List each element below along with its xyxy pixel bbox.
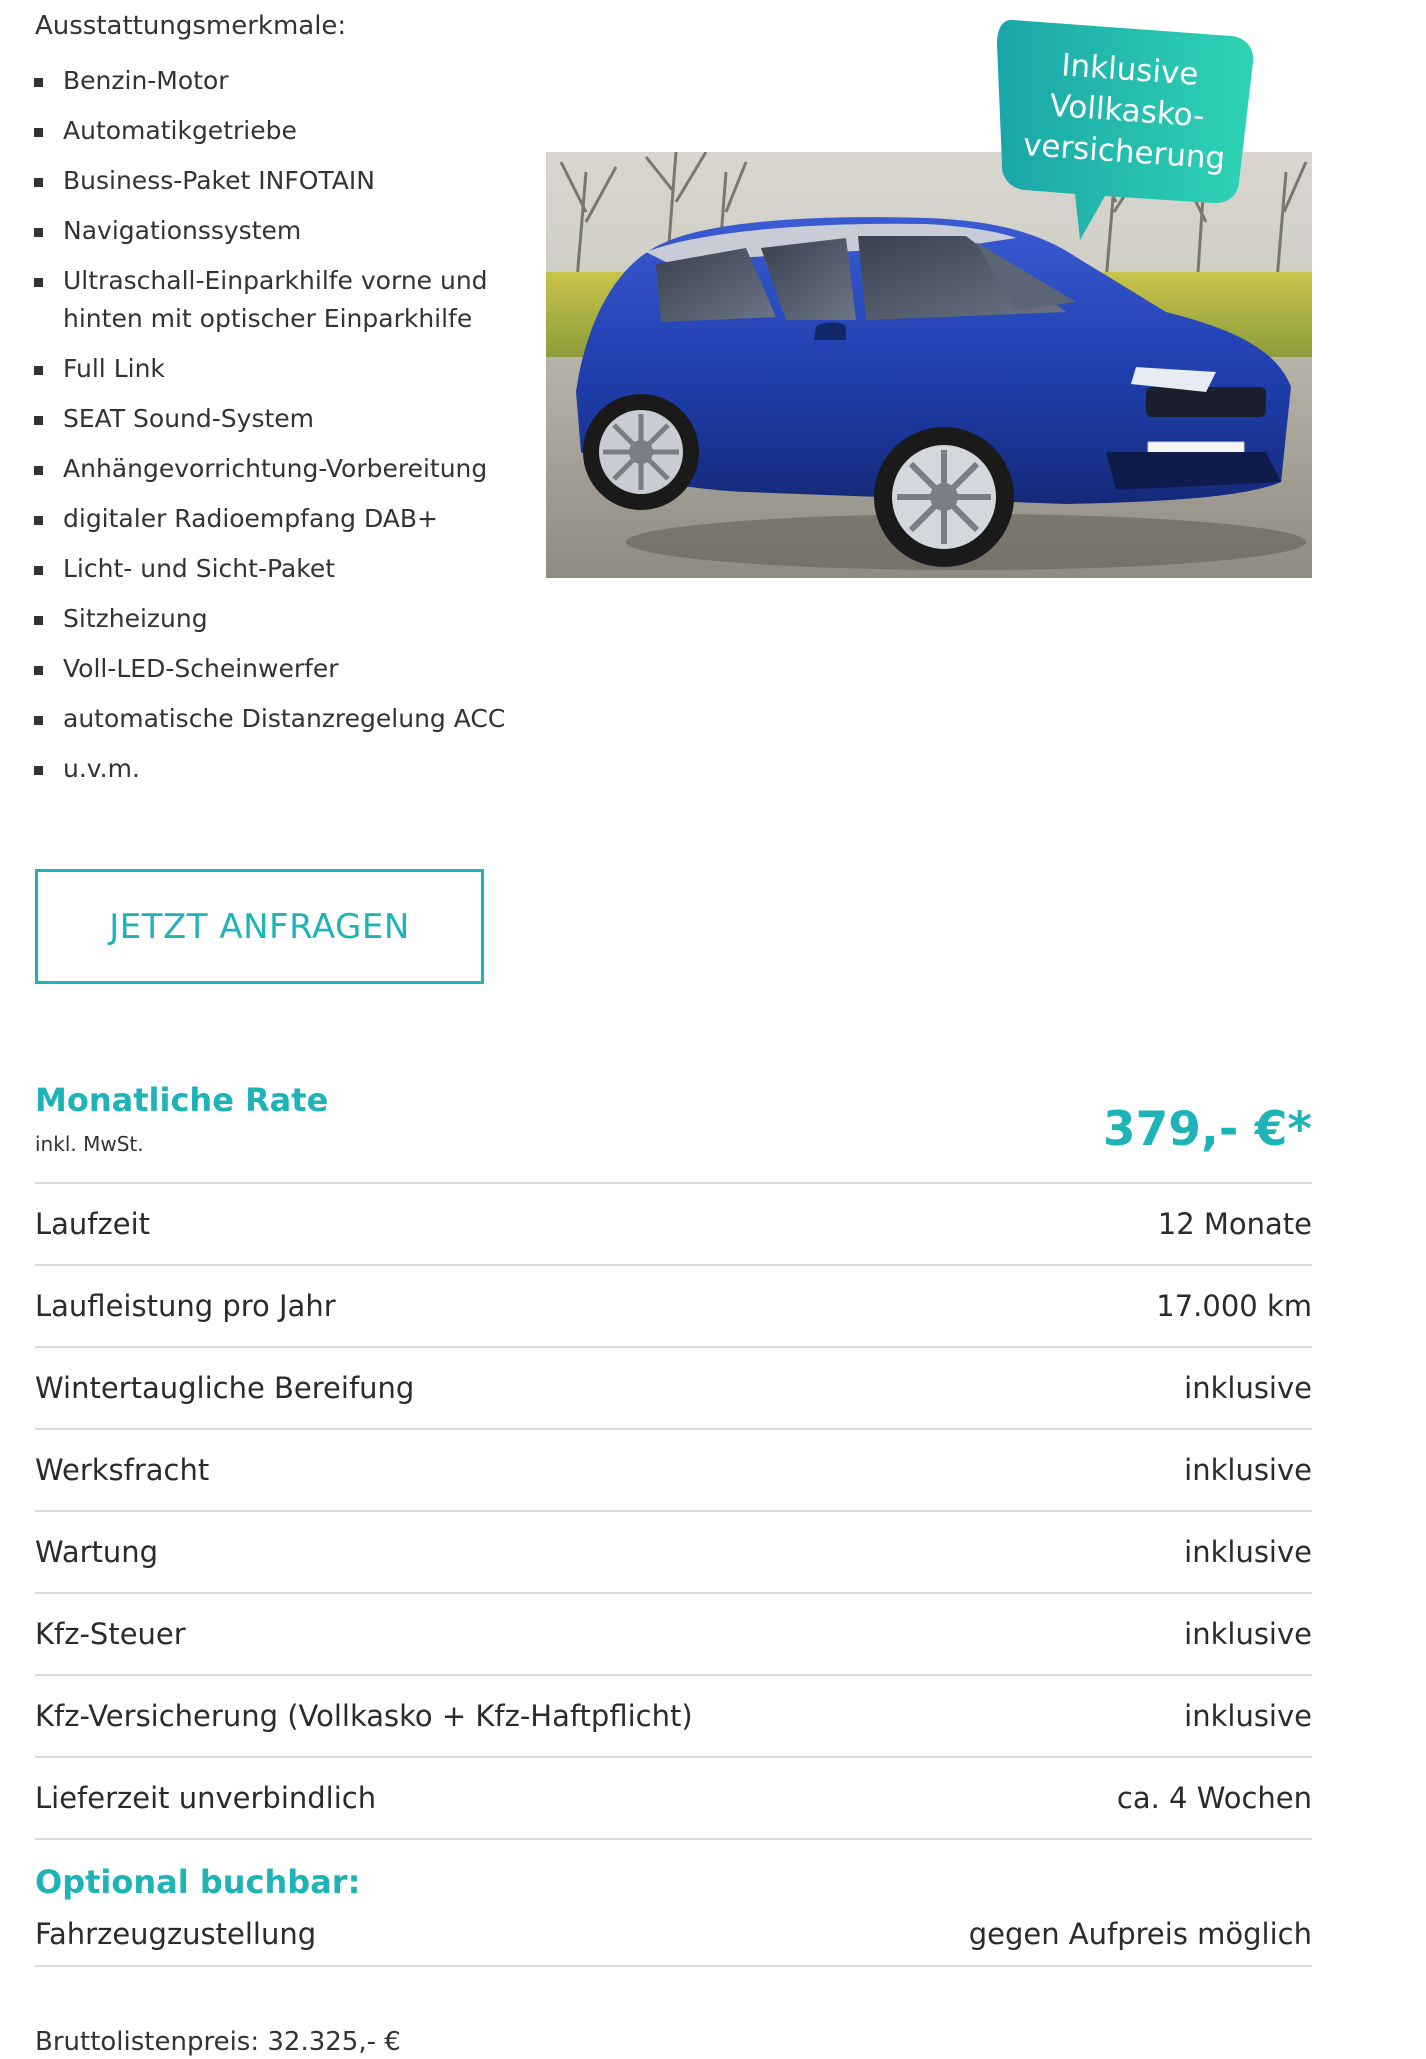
term-value: ca. 4 Wochen — [1116, 1781, 1312, 1815]
monthly-rate-subtitle: inkl. MwSt. — [35, 1132, 144, 1156]
optional-label: Fahrzeugzustellung — [35, 1917, 317, 1951]
terms-table — [35, 1182, 1312, 1842]
term-label: Laufzeit — [35, 1207, 151, 1241]
term-value: 17.000 km — [1156, 1289, 1312, 1323]
term-label: Kfz-Steuer — [35, 1617, 186, 1651]
optional-row — [35, 1904, 1312, 1964]
feature-item: Sitzheizung — [34, 600, 514, 638]
term-value: inklusive — [1184, 1535, 1312, 1569]
features-list — [34, 62, 514, 800]
term-label: Wintertaugliche Bereifung — [35, 1371, 415, 1405]
term-value: 12 Monate — [1157, 1207, 1312, 1241]
term-row — [35, 1182, 1312, 1264]
term-value: inklusive — [1184, 1699, 1312, 1733]
feature-item: Anhängevorrichtung-Vorbereitung — [34, 450, 514, 488]
term-label: Lieferzeit unverbindlich — [35, 1781, 377, 1815]
feature-item: Licht- und Sicht-Paket — [34, 550, 514, 588]
feature-item: Navigationssystem — [34, 212, 514, 250]
optional-value: gegen Aufpreis möglich — [968, 1917, 1312, 1951]
feature-item: Benzin-Motor — [34, 62, 514, 100]
optional-title: Optional buchbar: — [35, 1863, 361, 1901]
term-row — [35, 1428, 1312, 1510]
monthly-rate-title: Monatliche Rate — [35, 1081, 329, 1119]
term-label: Wartung — [35, 1535, 159, 1569]
feature-item: Ultraschall-Einparkhilfe vorne und hinten mit optischer Einparkhilfe — [34, 262, 514, 338]
term-label: Werksfracht — [35, 1453, 210, 1487]
feature-item: SEAT Sound-System — [34, 400, 514, 438]
request-now-button[interactable]: JETZT ANFRAGEN — [35, 869, 484, 984]
feature-item: Business-Paket INFOTAIN — [34, 162, 514, 200]
feature-item: Voll-LED-Scheinwerfer — [34, 650, 514, 688]
monthly-rate-price: 379,- €* — [1102, 1102, 1312, 1157]
badge-text: Inklusive Vollkasko- versicherung — [1021, 47, 1227, 177]
term-label: Laufleistung pro Jahr — [35, 1289, 336, 1323]
term-row — [35, 1346, 1312, 1428]
term-value: inklusive — [1184, 1617, 1312, 1651]
term-value: inklusive — [1184, 1453, 1312, 1487]
insurance-badge — [995, 12, 1257, 244]
term-row — [35, 1264, 1312, 1346]
feature-item: u.v.m. — [34, 750, 514, 788]
term-value: inklusive — [1184, 1371, 1312, 1405]
feature-item: Automatikgetriebe — [34, 112, 514, 150]
term-row — [35, 1674, 1312, 1756]
term-row-divider — [35, 1838, 1312, 1842]
term-row — [35, 1756, 1312, 1838]
feature-item: automatische Distanzregelung ACC — [34, 700, 514, 738]
term-row — [35, 1592, 1312, 1674]
features-heading: Ausstattungsmerkmale: — [35, 11, 347, 41]
feature-item: Full Link — [34, 350, 514, 388]
term-row — [35, 1510, 1312, 1592]
term-label: Kfz-Versicherung (Vollkasko + Kfz-Haftpflicht) — [35, 1699, 693, 1733]
gross-list-price: Bruttolistenpreis: 32.325,- € — [35, 2027, 401, 2057]
feature-item: digitaler Radioempfang DAB+ — [34, 500, 514, 538]
divider — [35, 1965, 1312, 1967]
